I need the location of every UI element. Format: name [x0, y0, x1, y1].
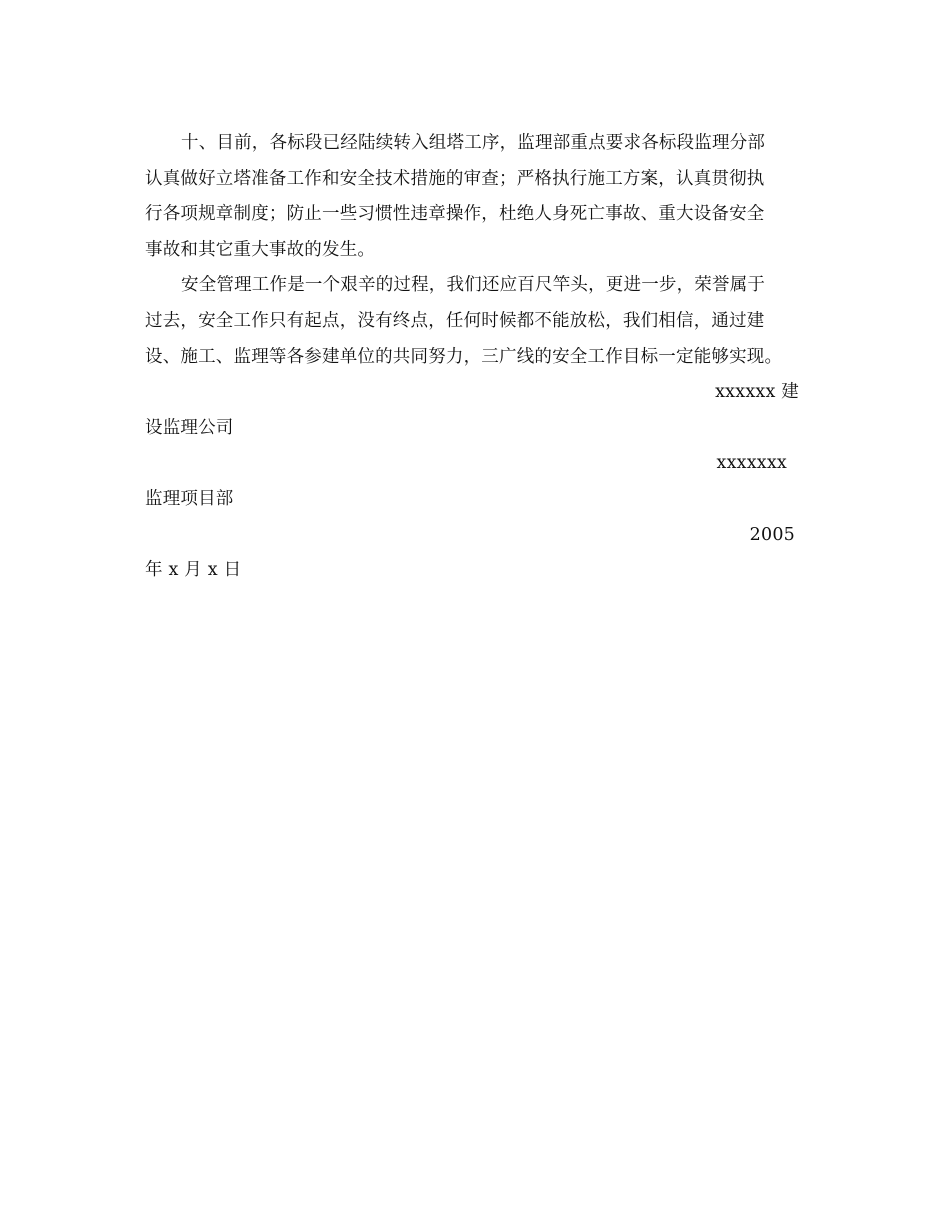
- document-body: [145, 126, 805, 589]
- signature-department-line-1: xxxxxxx: [716, 453, 787, 474]
- signature-date-line-2: 年 x 月 x 日: [145, 560, 242, 581]
- paragraph-1-line-1: 十、目前，各标段已经陆续转入组塔工序，监理部重点要求各标段监理分部: [181, 133, 766, 153]
- paragraph-1-line-2: 认真做好立塔准备工作和安全技术措施的审查；严格执行施工方案，认真贯彻执: [145, 168, 765, 189]
- signature-company-line-2: 设监理公司: [145, 417, 234, 438]
- paragraph-2-line-1: 安全管理工作是一个艰辛的过程，我们还应百尺竿头，更进一步，荣誉属于: [181, 275, 766, 296]
- signature-date-line-1: 2005: [749, 524, 795, 545]
- paragraph-2-line-3: 设、施工、监理等各参建单位的共同努力，三广线的安全工作目标一定能够实现。: [145, 346, 783, 367]
- paragraph-1-line-4: 事故和其它重大事故的发生。: [145, 239, 376, 260]
- signature-company-line-1: xxxxxx 建: [715, 382, 799, 403]
- signature-department-line-2: 监理项目部: [145, 488, 234, 509]
- paragraph-2-line-2: 过去，安全工作只有起点，没有终点，任何时候都不能放松，我们相信，通过建: [145, 310, 765, 331]
- paragraph-1-line-3: 行各项规章制度；防止一些习惯性违章操作，杜绝人身死亡事故、重大设备安全: [145, 204, 765, 225]
